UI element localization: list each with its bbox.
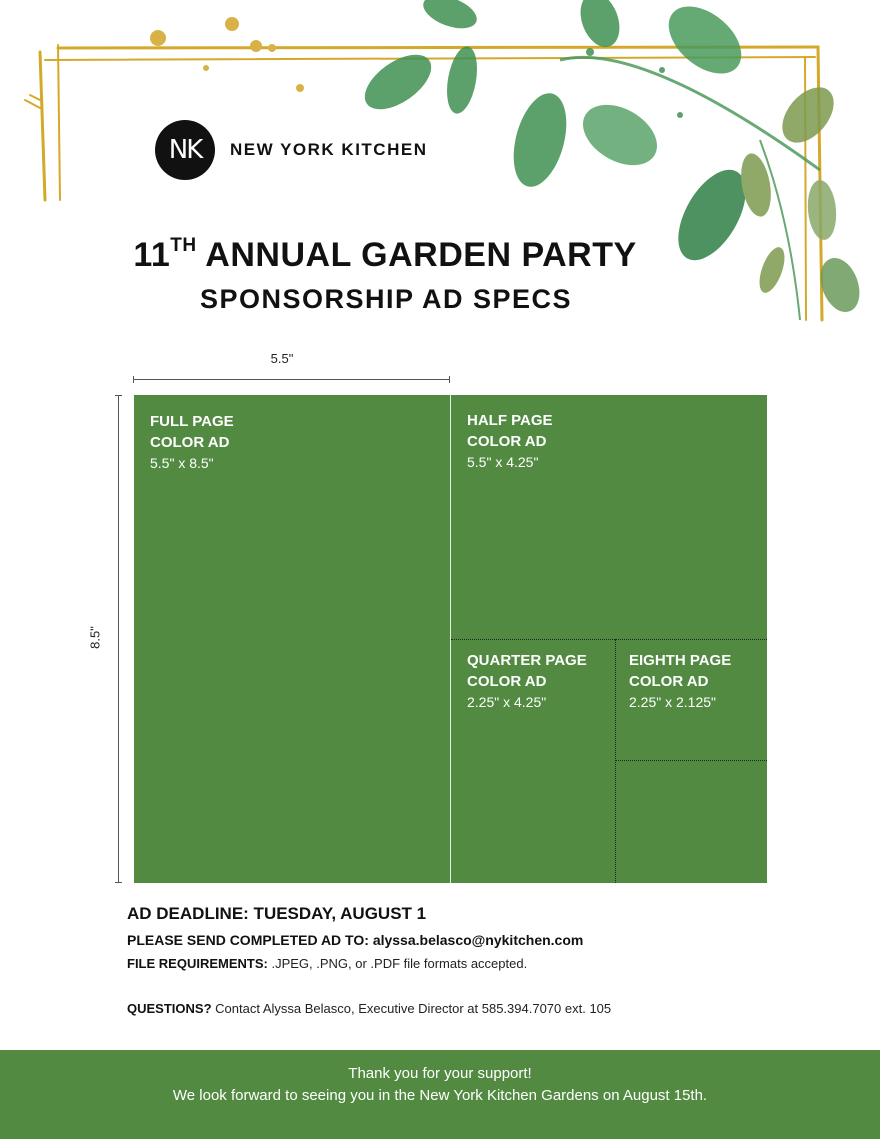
half-page-ad-block xyxy=(467,410,553,472)
logo-mark: NK xyxy=(155,120,215,180)
ad-size: 2.25" x 2.125" xyxy=(629,694,717,710)
ad-name-line: HALF PAGE xyxy=(467,412,553,429)
title-number: 11 xyxy=(133,236,171,274)
gold-frame xyxy=(25,45,822,320)
decorative-header-art xyxy=(0,0,880,330)
page-title xyxy=(0,236,770,275)
half-quarter-divider xyxy=(451,639,767,640)
ad-name-line: COLOR AD xyxy=(150,434,230,451)
ad-name-line: COLOR AD xyxy=(467,673,547,690)
width-dimension-label: 5.5" xyxy=(270,351,294,366)
ad-name-line: QUARTER PAGE xyxy=(467,652,587,669)
questions-contact xyxy=(127,1001,611,1016)
ad-size: 5.5" x 8.5" xyxy=(150,455,214,471)
height-dimension-label: 8.5" xyxy=(87,626,103,649)
footer-banner xyxy=(0,1050,880,1139)
height-dimension-line xyxy=(118,395,119,883)
ad-name-line: COLOR AD xyxy=(629,673,709,690)
contact-email-link[interactable]: alyssa.belasco@nykitchen.com xyxy=(372,932,584,948)
send-instructions xyxy=(127,932,583,948)
title-rest: ANNUAL GARDEN PARTY xyxy=(196,236,637,274)
quarter-eighth-divider xyxy=(615,639,616,883)
ad-name-line: COLOR AD xyxy=(467,433,547,450)
ad-size: 5.5" x 4.25" xyxy=(467,454,539,470)
questions-text: Contact Alyssa Belasco, Executive Director at 585.394.7070 ext. 105 xyxy=(211,1001,612,1016)
page-subtitle: SPONSORSHIP AD SPECS xyxy=(199,284,573,314)
eighth-page-ad-block xyxy=(629,650,731,712)
file-requirements xyxy=(127,956,527,971)
questions-label: QUESTIONS? xyxy=(127,1001,212,1016)
ad-layout-diagram xyxy=(134,395,767,883)
eighth-divider xyxy=(615,760,767,761)
brand-logo xyxy=(155,120,427,180)
brand-name: NEW YORK KITCHEN xyxy=(230,140,428,159)
ad-name-line: EIGHTH PAGE xyxy=(629,652,732,669)
ad-size: 2.25" x 4.25" xyxy=(467,694,547,710)
width-dimension-line xyxy=(133,379,450,380)
title-ordinal-suffix: TH xyxy=(170,234,197,256)
file-requirements-text: .JPEG, .PNG, or .PDF file formats accepted. xyxy=(267,956,528,971)
footer-message: We look forward to seeing you in the New York Kitchen Gardens on August 15th. xyxy=(172,1087,708,1104)
footer-thanks: Thank you for your support! xyxy=(348,1065,532,1082)
file-requirements-label: FILE REQUIREMENTS: xyxy=(127,956,268,971)
full-page-ad-block xyxy=(150,411,234,473)
send-label: PLEASE SEND COMPLETED AD TO: xyxy=(127,932,373,948)
ad-deadline: AD DEADLINE: TUESDAY, AUGUST 1 xyxy=(127,904,427,923)
quarter-page-ad-block xyxy=(467,650,587,712)
gold-splatter xyxy=(150,17,304,92)
ad-name-line: FULL PAGE xyxy=(150,413,234,430)
